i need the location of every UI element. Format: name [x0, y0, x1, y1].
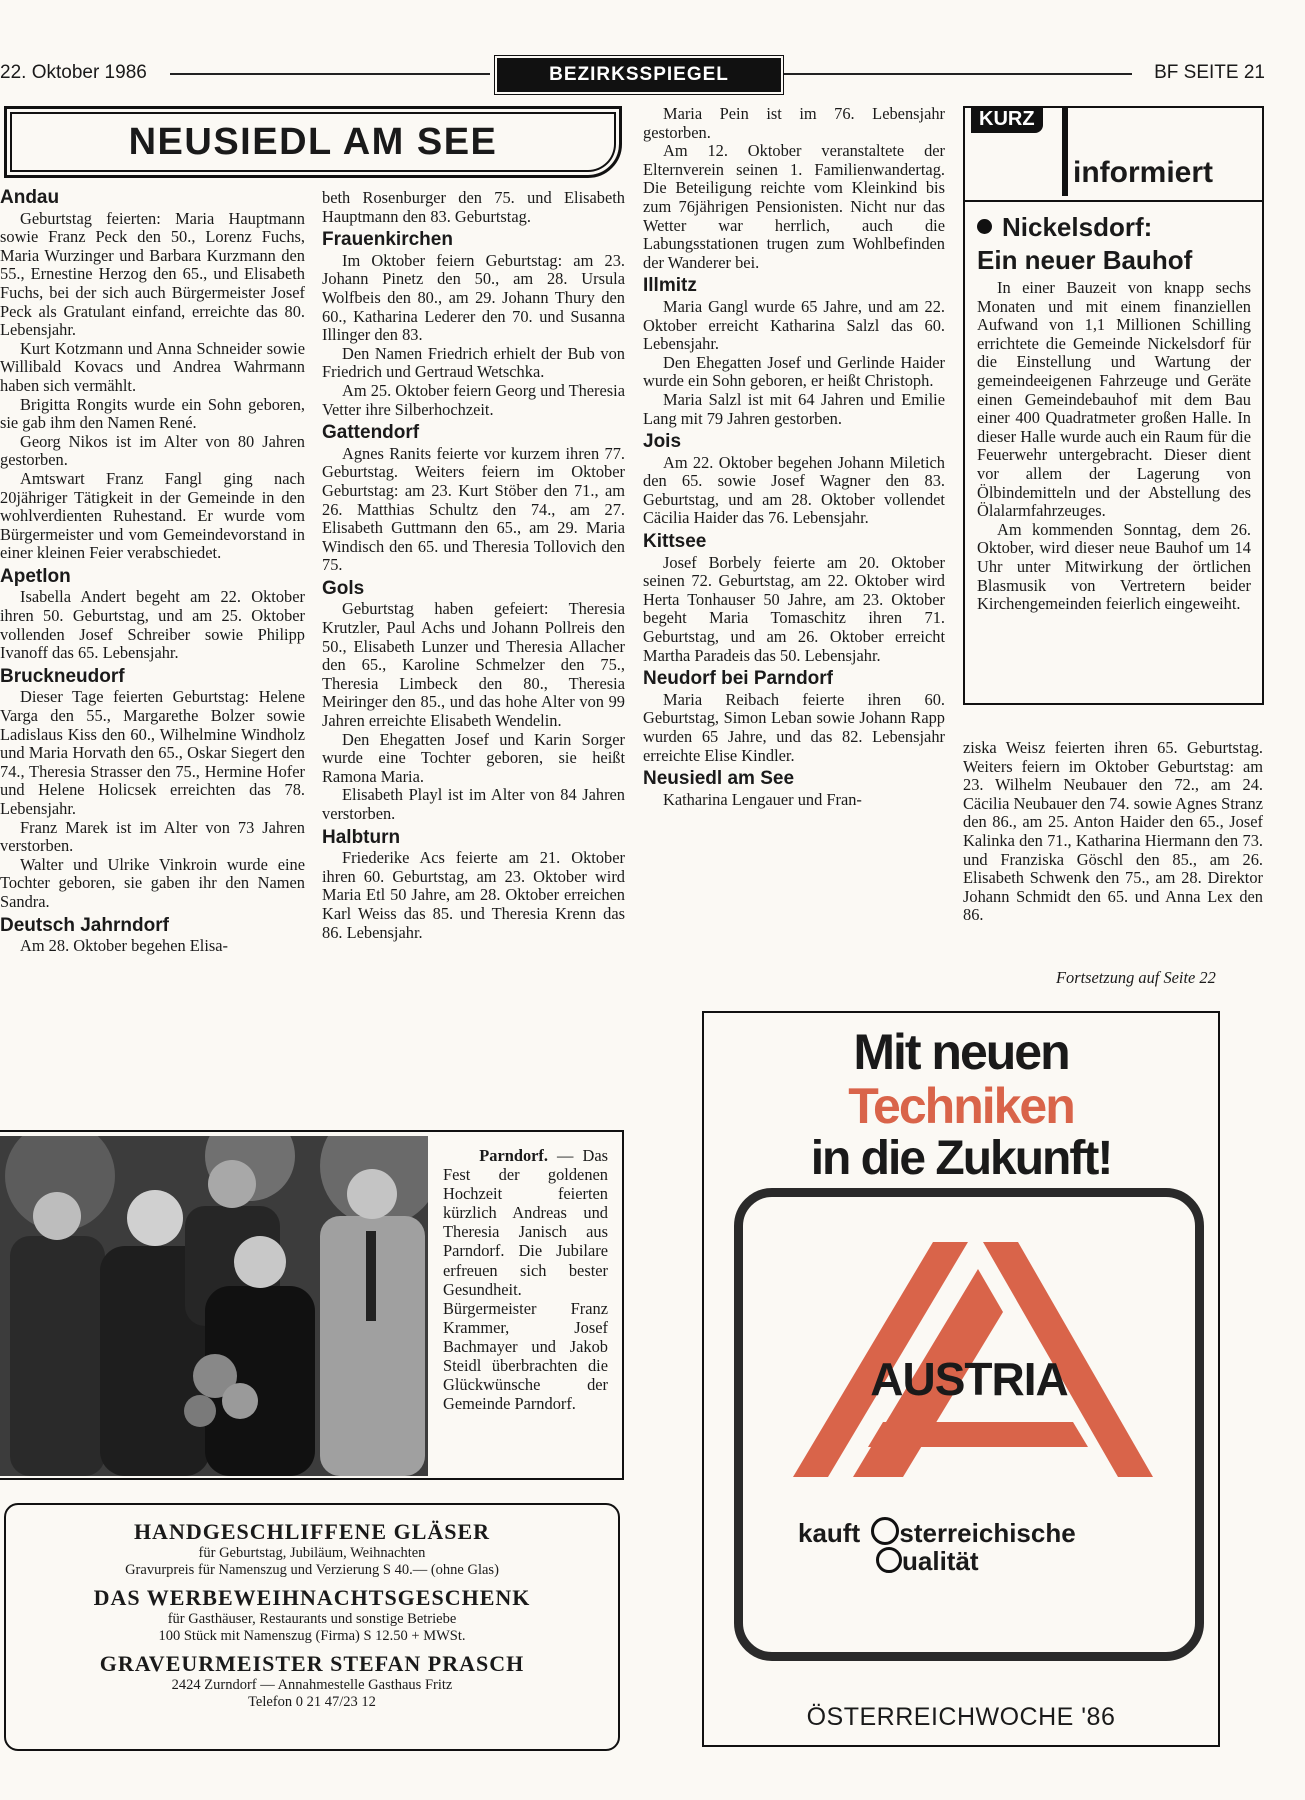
- anniversary-photo: [0, 1136, 428, 1476]
- ad-line: 100 Stück mit Namenszug (Firma) S 12.50 + MWSt.: [158, 1628, 466, 1644]
- ad-headline-3: in die Zukunft!: [810, 1132, 1112, 1185]
- paragraph: Josef Borbely feierte am 20. Oktober seinen 72. Geburtstag, am 22. Oktober wird Herta Tonhauser 50 Jahre, am 23. Oktober begeht Maria Tomaschitz ihren 71. Geburtstag, und am 26. Oktober erreicht Martha Paradeis das 50. Lebensjahr.: [643, 552, 945, 665]
- paragraph: Maria Gangl wurde 65 Jahre, und am 22. Oktober erreicht Katharina Salzl das 60. Lebensjahr.: [643, 296, 945, 354]
- header-rule-left: [170, 73, 490, 75]
- paragraph: Am 28. Oktober begehen Elisa-: [20, 936, 229, 956]
- austria-logo-word: AUSTRIA: [870, 1353, 1068, 1405]
- heading-bruckneudorf: Bruckneudorf: [0, 665, 125, 687]
- ad-line: für Geburtstag, Jubiläum, Weihnachten: [198, 1545, 426, 1561]
- section-label: BEZIRKSSPIEGEL: [497, 58, 781, 92]
- ad-title: HANDGESCHLIFFENE GLÄSER: [133, 1519, 491, 1544]
- paragraph: Agnes Ranits feierte vor kurzem ihren 77. Geburtstag. Weiters feiern im Oktober Geburtstag: am 23. Kurt Stöber den 71., am 26. Matthias Schultz den 74., am 27. Elisabeth Guttmann den 65., am 29. Maria Windisch den 65. und Theresia Tollovich den 75.: [322, 443, 625, 575]
- paragraph: Am kommenden Sonntag, dem 26. Oktober, wird dieser neue Bauhof um 14 Uhr unter Mitwirkung der örtlichen Blasmusik von Vertretern beider Kirchengemeinden feierlich eingeweiht.: [977, 519, 1251, 614]
- paragraph: Geburtstag feierten: Maria Hauptmann sowie Franz Peck den 50., Lorenz Fuchs, Maria Wurzinger und Barbara Kurzmann den 55., Ernestine Herzog den 65., und Elisabeth Fuchs, bei der sich auch Bürgermeister Josef Peck als Gratulant einfand, erreichte das 80. Lebensjahr.: [0, 208, 305, 340]
- caption-place: Parndorf.: [479, 1146, 548, 1165]
- photo-caption: [443, 1146, 608, 1413]
- o-ring-icon: [871, 1517, 899, 1545]
- paragraph: Elisabeth Playl ist im Alter von 84 Jahren verstorben.: [322, 785, 625, 823]
- paragraph: In einer Bauzeit von knapp sechs Monaten und mit einem finanziellen Aufwand von 1,1 Millionen Schilling errichtete die Gemeinde Nickelsdorf für die Einstellung und Wartung der gemeindeeigenen Fahrzeuge und Geräte einen Gemeindebauhof mit dem Bau einer 400 Quadratmeter großen Halle. In dieser Halle wurde auch ein Raum für die Feuerwehr untergebracht. Dieser dient vor allem der Lagerung von Ölbindemitteln und der Abstellung des Ölalarmfahrzeuges.: [977, 278, 1251, 521]
- engraving-ad: [4, 1503, 620, 1751]
- paragraph: Amtswart Franz Fangl ging nach 20jähriger Tätigkeit in der Gemeinde in den wohlverdienten Ruhestand. Er wurde vom Bürgermeister und vom Gemeindevorstand in einer kleinen Feier verabschiedet.: [0, 468, 305, 563]
- q-ring-icon: [876, 1547, 902, 1573]
- paragraph: Brigitta Rongits wurde ein Sohn geboren, sie gab ihm den Namen René.: [0, 394, 305, 433]
- column-3: [643, 105, 945, 809]
- continuation-note: Fortsetzung auf Seite 22: [1056, 968, 1216, 987]
- paragraph: Den Ehegatten Josef und Karin Sorger wurde eine Tochter geboren, sie heißt Ramona Maria.: [322, 729, 625, 786]
- paragraph: Franz Marek ist im Alter von 73 Jahren verstorben.: [0, 817, 305, 856]
- heading-andau: Andau: [0, 187, 60, 208]
- kurz-body: [977, 279, 1251, 614]
- heading-kittsee: Kittsee: [643, 531, 707, 553]
- column-2: [322, 189, 625, 942]
- photo-illustration: [0, 1136, 428, 1476]
- paragraph: Walter und Ulrike Vinkroin wurde eine Tochter geboren, sie gaben ihr den Namen Sandra.: [0, 854, 305, 911]
- ad-line: Gravurpreis für Namenszug und Verzierung S 40.— (ohne Glas): [125, 1562, 499, 1578]
- ad-title: GRAVEURMEISTER STEFAN PRASCH: [99, 1651, 525, 1676]
- paragraph: Geburtstag haben gefeiert: Theresia Krutzler, Paul Achs und Johann Pollreis den 50., Elisabeth Lunzer und Theresia Allacher den 65., Karoline Schmelzer den 75., Theresia Limbeck den 80., Theresia Meiringer den 85., und das hohe Alter von 99 Jahren erreichte Elisabeth Wendelin.: [322, 599, 625, 731]
- ad-headline-2: Techniken: [848, 1078, 1074, 1134]
- paragraph: Im Oktober feiern Geburtstag: am 23. Johann Pinetz den 50., am 28. Ursula Wolfbeis den 80., am 29. Johann Thury den 60., Katharina Lederer den 70. und Susanna Illinger den 83.: [322, 250, 625, 345]
- paragraph: Katharina Lengauer und Fran-: [663, 789, 862, 809]
- ad-line: für Gasthäuser, Restaurants und sonstige Betriebe: [167, 1611, 457, 1627]
- issue-date: 22. Oktober 1986: [0, 62, 147, 83]
- ad-line: 2424 Zurndorf — Annahmestelle Gasthaus Fritz: [171, 1677, 453, 1693]
- austria-ad: [702, 1011, 1220, 1747]
- paragraph: Am 25. Oktober feiern Georg und Theresia Vetter ihre Silberhochzeit.: [322, 380, 625, 419]
- paragraph: Am 22. Oktober begehen Johann Miletich den 65. sowie Josef Wagner den 83. Geburtstag, und am 28. Oktober vollendet Cäcilia Haider das 76. Lebensjahr.: [643, 452, 945, 528]
- headline-line-2: Ein neuer Bauhof: [977, 245, 1193, 275]
- paragraph: Kurt Kotzmann und Anna Schneider sowie Willibald Kovacs und Andrea Wahrmann haben sich vermählt.: [0, 338, 305, 395]
- slogan-word-1: kauft: [798, 1518, 861, 1548]
- heading-apetlon: Apetlon: [0, 565, 71, 587]
- ad-footer: ÖSTERREICHWOCHE '86: [806, 1703, 1116, 1731]
- column-4: [963, 739, 1263, 925]
- informiert-label: informiert: [1073, 156, 1214, 189]
- slogan-word-3: ualität: [902, 1546, 979, 1576]
- paragraph: Friederike Acs feierte am 21. Oktober ihren 60. Geburtstag, am 23. Oktober wird Maria Etl 50 Jahre, am 28. Oktober erreichen Karl Weiss das 85. und Theresia Krenn das 86. Lebensjahr.: [322, 848, 625, 942]
- paragraph: Georg Nikos ist im Alter von 80 Jahren gestorben.: [0, 431, 305, 470]
- ad-line: Telefon 0 21 47/23 12: [248, 1694, 376, 1710]
- kurz-informiert-box: [963, 106, 1264, 705]
- paragraph: Am 12. Oktober veranstaltete der Elternverein seinen 1. Familienwandertag. Die Beteiligung reichte vom Kleinkind bis zum 76jährigen Pensionisten. Nicht nur das Wetter war herrlich, auch die Labungsstationen trugen zum Wohlbefinden der Wanderer bei.: [643, 141, 945, 272]
- paragraph: Isabella Andert begeht am 22. Oktober ihren 50. Geburtstag, und am 25. Oktober vollenden Josef Schreiber sowie Philipp Ivanoff das 65. Lebensjahr.: [0, 587, 305, 663]
- ad-title: DAS WERBEWEIHNACHTSGESCHENK: [93, 1585, 531, 1610]
- headline-line-1: Nickelsdorf:: [1002, 212, 1153, 242]
- ad-headline-1: Mit neuen: [853, 1024, 1069, 1080]
- heading-neudorf: Neudorf bei Parndorf: [643, 668, 834, 690]
- header-rule-right: [784, 73, 1132, 75]
- caption-text: — Das Fest der goldenen Hochzeit feierten kürzlich Andreas und Theresia Janisch aus Parndorf. Die Jubilare erfreuen sich bester Gesundheit. Bürgermeister Franz Krammer, Josef Bachmayer und Jakob Steidl überbrachten die Glückwünsche der Gemeinde Parndorf.: [443, 1146, 609, 1414]
- kurz-headline: [977, 211, 1257, 277]
- slogan-word-2: sterreichische: [899, 1518, 1076, 1548]
- paragraph: Maria Salzl ist mit 64 Jahren und Emilie Lang mit 79 Jahren gestorben.: [643, 389, 945, 428]
- page-number: BF SEITE 21: [1154, 62, 1265, 83]
- heading-neusiedl: Neusiedl am See: [643, 768, 795, 790]
- heading-halbturn: Halbturn: [322, 826, 401, 848]
- page-header: [0, 58, 1265, 90]
- heading-deutsch-jahrndorf: Deutsch Jahrndorf: [0, 914, 169, 936]
- kurz-rule: [965, 200, 1262, 202]
- heading-frauenkirchen: Frauenkirchen: [322, 229, 453, 251]
- austria-slogan: [798, 1517, 1076, 1575]
- paragraph: Den Ehegatten Josef und Gerlinde Haider wurde ein Sohn geboren, er heißt Christoph.: [643, 352, 945, 391]
- heading-illmitz: Illmitz: [643, 275, 697, 297]
- austria-logo-frame: [734, 1188, 1204, 1661]
- bullet-icon: [977, 219, 992, 234]
- heading-jois: Jois: [643, 431, 682, 453]
- kurz-tag: KURZ: [971, 106, 1043, 133]
- heading-gols: Gols: [322, 577, 365, 599]
- column-1: [0, 189, 305, 956]
- region-title: NEUSIEDL AM SEE: [4, 106, 622, 178]
- austria-a-logo-icon: [743, 1197, 1195, 1497]
- paragraph: ziska Weisz feierten ihren 65. Geburtstag. Weiters feiern im Oktober Geburtstag: am 23. Wilhelm Neubauer den 72., am 24. Cäcilia Neubauer den 74. sowie Agnes Stranz den 86., am 25. Anton Haider den 65., Josef Kalinka den 71., Katharina Hiermann den 73. und Franziska Göschl den 85., am 26. Elisabeth Schwenk den 75., am 28. Direktor Johann Schmidt den 65. und Anna Lex den 86.: [963, 738, 1263, 925]
- paragraph: Maria Reibach feierte ihren 60. Geburtstag, Simon Leban sowie Johann Rapp wurden 65 Jahre, und das 82. Lebensjahr erreichte Elise Kindler.: [643, 689, 945, 765]
- kurz-divider-bar: [1062, 106, 1068, 196]
- paragraph: Maria Pein ist im 76. Lebensjahr gestorben.: [643, 104, 945, 142]
- paragraph: Dieser Tage feierten Geburtstag: Helene Varga den 55., Margarethe Bolzer sowie Ladislaus Kiss den 60., Wilhelmine Windholz und Maria Horvath den 65., Oskar Siegert den 74., Theresia Strasser den 75., Hermine Hofer und Helene Holicsek erreichten das 78. Lebensjahr.: [0, 687, 305, 818]
- heading-gattendorf: Gattendorf: [322, 422, 420, 444]
- paragraph: beth Rosenburger den 75. und Elisabeth Hauptmann den 83. Geburtstag.: [322, 188, 625, 226]
- paragraph: Den Namen Friedrich erhielt der Bub von Friedrich und Gertraud Wetschka.: [322, 343, 625, 382]
